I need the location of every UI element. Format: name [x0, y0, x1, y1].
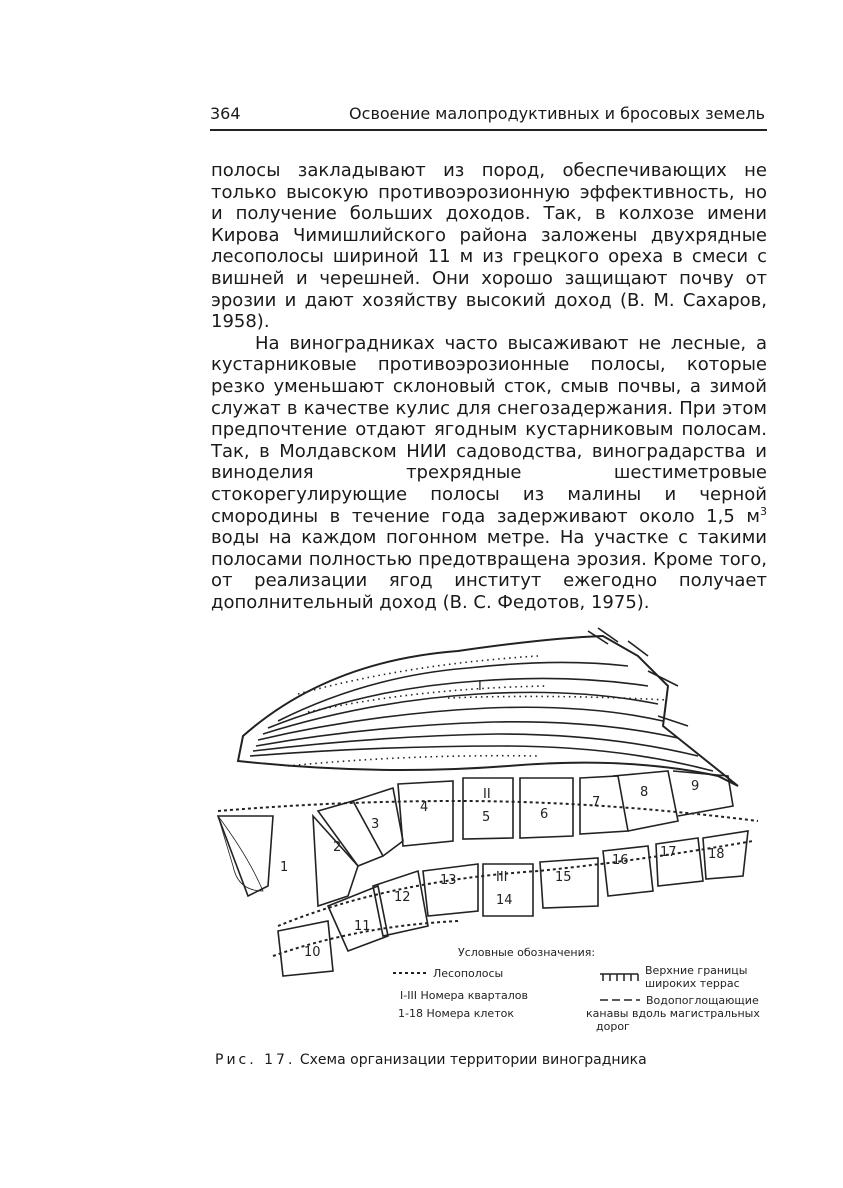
cell-label-5: 5	[482, 810, 491, 825]
cell-label-13: 13	[440, 873, 457, 888]
body-text	[211, 160, 767, 613]
legend-terrace-1: Верхние границы	[645, 964, 748, 977]
cell-label-12: 12	[394, 890, 411, 905]
legend-cell-numbers: 1-18 Номера клеток	[398, 1007, 514, 1020]
superscript-3: 3	[760, 504, 767, 518]
cell-label-8: 8	[640, 785, 649, 800]
quarter-label-I: I	[478, 679, 482, 694]
running-title: Освоение малопродуктивных и бросовых земель	[349, 104, 765, 123]
cell-label-9: 9	[691, 779, 700, 794]
cell-label-7: 7	[592, 795, 601, 810]
cell-label-2: 2	[333, 840, 342, 855]
paragraph-1: полосы закладывают из пород, обеспечивающих не только высокую противоэрозионную эффективность, но и получение больших доходов. Так, в колхозе имени Кирова Чимишлийского района заложены двухрядные лесополосы шириной 11 м из грецкого ореха в смеси с вишней и черешней. Они хорошо защищают почву от эрозии и дают хозяйству высокий доход (В. М. Сахаров, 1958).	[211, 160, 767, 333]
cell-label-16: 16	[612, 853, 629, 868]
cell-label-18: 18	[708, 847, 725, 862]
cell-label-11: 11	[354, 919, 371, 934]
figure-caption	[215, 1052, 647, 1068]
cell-label-17: 17	[660, 845, 677, 860]
cell-label-15: 15	[555, 870, 572, 885]
cell-label-6: 6	[540, 807, 549, 822]
cell-label-1: 1	[280, 860, 289, 875]
paragraph-2-text: На виноградниках часто высаживают не лесные, а кустарниковые противоэрозионные полосы, которые резко уменьшают склоновый сток, смыв почвы, а зимой служат в качестве кулис для снегозадержания. При этом предпочтение отдают ягодным кустарниковым полосам. Так, в Молдавском НИИ садоводства, виноградарства и виноделия трехрядные шестиметровые стокорегулирующие полосы из малины и черной смородины в течение года задерживают около 1,5 м	[211, 332, 767, 527]
paragraph-2-tail: воды на каждом погонном метре. На участке с такими полосами полностью предотвращена эрозия. Кроме того, от реализации ягод институт ежегодно получает дополнительный доход (В. С. Федотов, 1975).	[211, 527, 767, 613]
running-header	[210, 100, 765, 130]
legend-ditch-3: дорог	[596, 1020, 630, 1033]
legend-ditch-2: канавы вдоль магистральных	[586, 1007, 760, 1020]
cell-label-10: 10	[304, 945, 321, 960]
caption-label: Рис. 17.	[215, 1052, 296, 1068]
legend-ditch-1: Водопоглощающие	[646, 994, 759, 1007]
caption-text: Схема организации территории виноградника	[299, 1052, 647, 1068]
cell-label-3: 3	[371, 817, 380, 832]
paragraph-2	[211, 333, 767, 614]
quarter-label-III: III	[496, 870, 508, 885]
legend-forest-strips: Лесополосы	[433, 967, 504, 980]
cell-label-14: 14	[496, 893, 513, 908]
header-rule	[210, 129, 767, 131]
cell-label-4: 4	[420, 800, 429, 815]
legend-title: Условные обозначения:	[458, 946, 596, 959]
vineyard-scheme-figure	[208, 626, 773, 1046]
page-number: 364	[210, 104, 241, 123]
legend-terrace-2: широких террас	[645, 977, 740, 990]
legend-quarter-numbers: I-III Номера кварталов	[400, 989, 528, 1002]
quarter-label-II: II	[483, 787, 491, 802]
